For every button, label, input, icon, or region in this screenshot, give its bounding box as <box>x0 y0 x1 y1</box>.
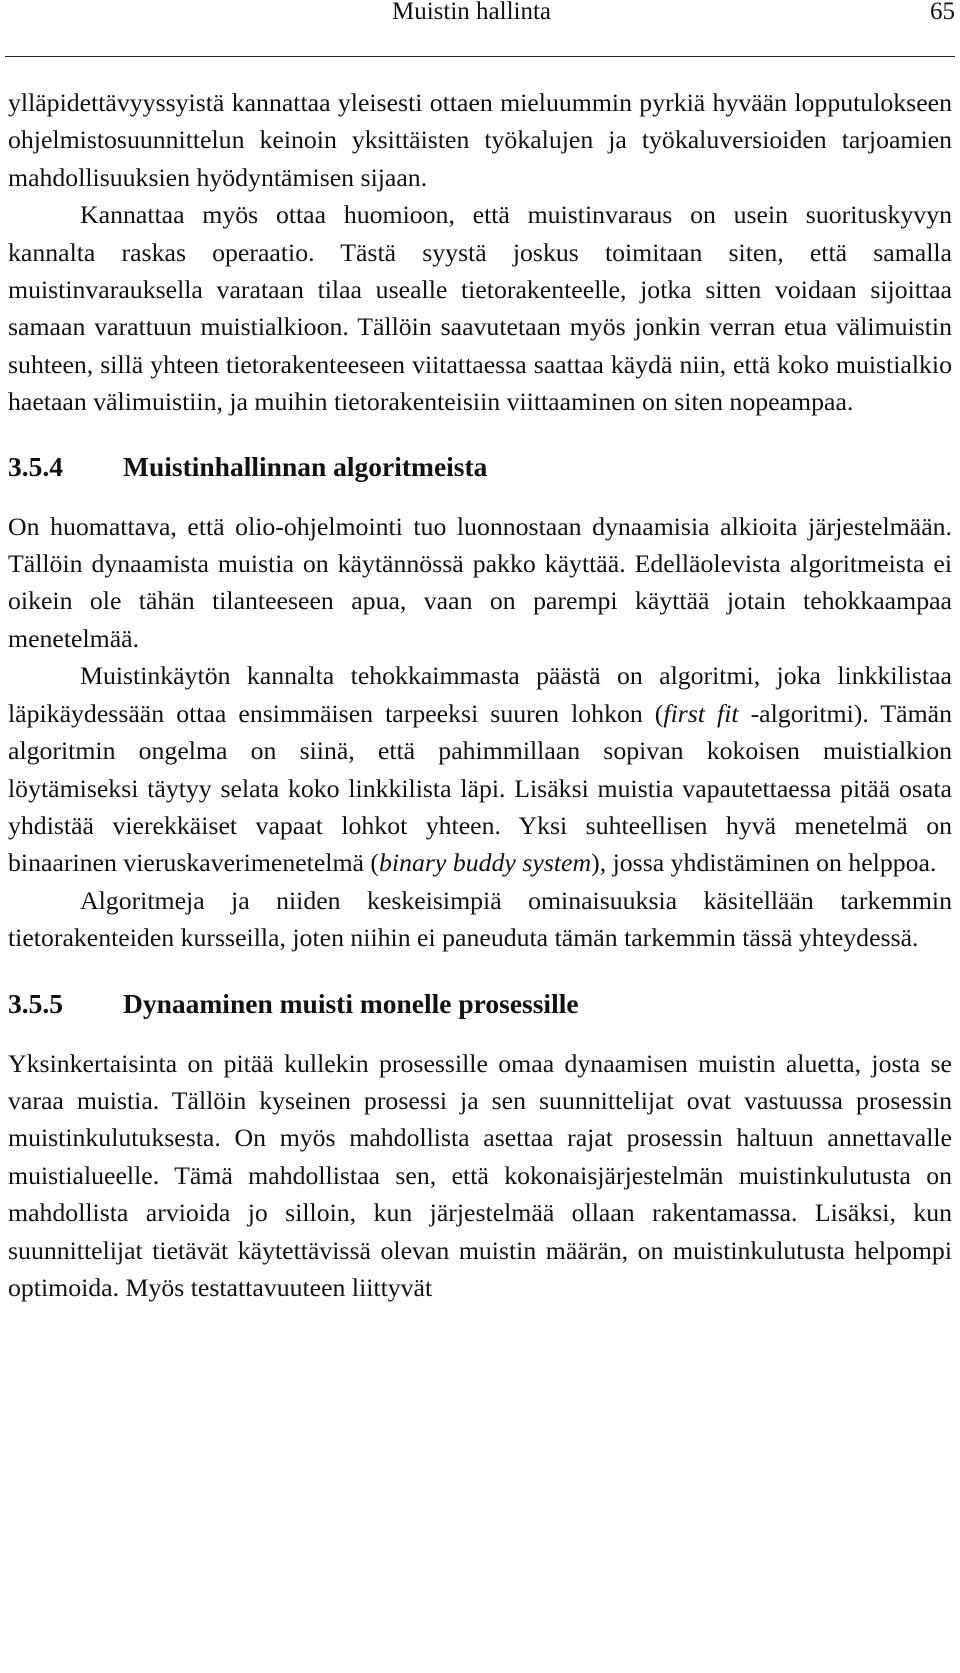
section-heading-355 <box>8 985 952 1023</box>
section-number: 3.5.5 <box>8 987 63 1019</box>
text-run: -algoritmi). Tämän algoritmin ongelma on siinä, että pahimmillaan sopivan kokoisen muistialkion löytämiseksi täytyy selata koko linkkilista läpi. Lisäksi muistia vapautettaessa pitää osata yhdistää vierekkäiset vapaat lohkot yhteen. Yksi suhteellisen hyvä menetelmä on binaarinen vieruskaverimenetelmä ( <box>8 698 953 878</box>
term-first-fit: first fit <box>663 698 739 728</box>
running-head: Muistin hallinta <box>392 0 552 25</box>
paragraph-cache: Kannattaa myös ottaa huomioon, että muistinvaraus on usein suorituskyvyn kannalta raskas operaatio. Tästä syystä joskus toimitaan siten, että samalla muistinvarauksella varataan tilaa usealle tietorakenteelle, jotka sitten voidaan sijoittaa samaan varattuun muistialkioon. Tällöin saavutetaan myös jonkin verran etua välimuistin suhteen, sillä yhteen tietorakenteeseen viitattaessa saattaa käydä niin, että koko muistialkio haetaan välimuistiin, ja muihin tietorakenteisiin viittaaminen on siten nopeampaa. <box>8 200 952 417</box>
paragraph-algorithms: Algoritmeja ja niiden keskeisimpiä ominaisuuksia käsitellään tarkemmin tietorakenteiden kursseilla, joten niihin ei paneuduta tämän tarkemmin tässä yhteydessä. <box>8 885 952 953</box>
header-rule <box>5 56 955 57</box>
page-body <box>8 84 952 1306</box>
section-number: 3.5.4 <box>8 450 63 482</box>
section-title: Dynaaminen muisti monelle prosessille <box>123 987 579 1019</box>
paragraph-oop: On huomattava, että olio-ohjelmointi tuo luonnostaan dynaamisia alkioita järjestelmään. Tällöin dynaamista muistia on käytännössä pakko käyttää. Edelläolevista algoritmeista ei oikein ole tähän tilanteeseen apua, vaan on parempi käyttää jotain tehokkaampaa menetelmää. <box>8 511 952 653</box>
section-title: Muistinhallinnan algoritmeista <box>123 450 488 482</box>
page-number: 65 <box>930 0 955 25</box>
paragraph-continued: ylläpidettävyyssyistä kannattaa yleisesti ottaen mieluummin pyrkiä hyvään lopputulokseen ohjelmistosuunnittelun keinoin yksittäisten työkalujen ja työkaluversioiden tarjoamien mahdollisuuksien hyödyntämisen sijaan. <box>8 88 952 192</box>
paragraph-dynamic-memory: Yksinkertaisinta on pitää kullekin prosessille omaa dynaamisen muistin aluetta, josta se varaa muistia. Tällöin kyseinen prosessi ja sen suunnittelijat ovat vastuussa prosessin muistinkulutuksesta. On myös mahdollista asettaa rajat prosessin haltuun annettavalle muistialueelle. Tämä mahdollistaa sen, että kokonaisjärjestelmän muistinkulutusta on mahdollista arvioida jo silloin, kun järjestelmää ollaan rakentamassa. Lisäksi, kun suunnittelijat tietävät käytettävissä olevan muistin määrän, on muistinkulutusta helpompi optimoida. Myös testattavuuteen liittyvät <box>8 1048 952 1302</box>
page-header <box>0 0 960 44</box>
text-run: ), jossa yhdistäminen on helppoa. <box>591 848 937 878</box>
section-heading-354 <box>8 448 952 486</box>
text-run: Muistinkäytön kannalta tehokkaimmasta päästä on algoritmi, joka linkkilistaa läpikäydessään ottaa ensimmäisen tarpeeksi suuren lohkon ( <box>8 661 952 728</box>
term-binary-buddy: binary buddy system <box>379 848 592 878</box>
paragraph-first-fit <box>8 657 952 881</box>
